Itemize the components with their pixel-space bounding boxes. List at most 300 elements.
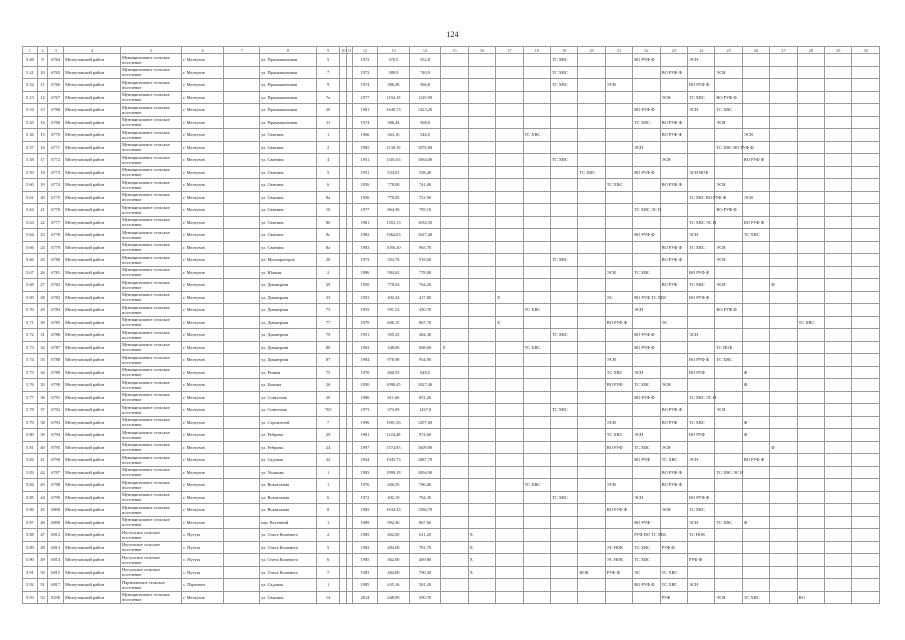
table-cell xyxy=(770,191,797,204)
table-cell xyxy=(578,54,605,67)
table-cell: 8б xyxy=(317,216,340,229)
table-cell xyxy=(468,266,495,279)
table-cell xyxy=(468,66,495,79)
table-cell xyxy=(770,479,797,492)
table-cell xyxy=(441,354,468,367)
table-cell: 42 xyxy=(37,466,48,479)
table-cell: ЭСН xyxy=(715,254,742,267)
table-cell: 41 xyxy=(37,454,48,467)
table-cell xyxy=(660,341,687,354)
table-cell: 34 xyxy=(37,366,48,379)
table-cell xyxy=(770,54,797,67)
table-cell xyxy=(441,329,468,342)
table-cell xyxy=(797,141,824,154)
table-cell: ТС ХВС xyxy=(523,304,550,317)
table-cell xyxy=(605,54,632,67)
table-cell xyxy=(441,141,468,154)
table-cell xyxy=(468,254,495,267)
table-cell: 566,8 xyxy=(409,79,441,92)
table-cell: г. Мелеузов xyxy=(182,166,224,179)
table-cell: Муниципальное сельское поселение xyxy=(121,229,182,242)
table-cell xyxy=(770,591,797,604)
table-cell xyxy=(224,404,260,417)
table-cell xyxy=(770,166,797,179)
table-cell xyxy=(770,116,797,129)
table-cell: 8 xyxy=(317,504,340,517)
table-cell: 1004,90 xyxy=(409,466,441,479)
table-cell xyxy=(224,229,260,242)
table-cell xyxy=(578,129,605,142)
table-row xyxy=(23,166,880,179)
table-cell: ТС ХВС xyxy=(550,79,577,92)
table-cell: ул. Ушакова xyxy=(260,466,317,479)
table-cell xyxy=(770,141,797,154)
table-cell xyxy=(523,529,550,542)
table-cell xyxy=(523,391,550,404)
table-cell xyxy=(550,166,577,179)
table-cell xyxy=(852,241,880,254)
table-cell: Муниципальное сельское поселение xyxy=(121,404,182,417)
table-cell: Муниципальное сельское поселение xyxy=(121,91,182,104)
table-cell: ТС ХВС xyxy=(742,229,769,242)
table-cell xyxy=(224,429,260,442)
table-cell xyxy=(742,304,769,317)
table-cell xyxy=(224,354,260,367)
table-cell xyxy=(605,191,632,204)
table-cell xyxy=(523,454,550,467)
table-cell xyxy=(797,504,824,517)
table-cell xyxy=(468,304,495,317)
table-row xyxy=(23,416,880,429)
table-cell: Мелеузовский район xyxy=(64,504,121,517)
table-cell xyxy=(441,391,468,404)
table-cell: г. Мелеузов xyxy=(182,66,224,79)
table-cell xyxy=(660,79,687,92)
table-cell xyxy=(441,104,468,117)
table-row xyxy=(23,304,880,317)
table-cell: 5 xyxy=(317,541,340,554)
table-cell: Мелеузовский район xyxy=(64,79,121,92)
table-cell xyxy=(797,91,824,104)
table-cell: г. Мелеузов xyxy=(182,266,224,279)
table-cell: 20 xyxy=(317,104,340,117)
table-cell: ЭСН xyxy=(688,104,715,117)
table-cell xyxy=(441,291,468,304)
table-cell: 450,70 xyxy=(409,304,441,317)
table-cell: 29 xyxy=(317,429,340,442)
column-number-cell: 2 xyxy=(37,47,48,54)
table-cell xyxy=(715,566,742,579)
table-cell xyxy=(523,91,550,104)
table-cell: 51 xyxy=(37,579,48,592)
table-cell: г. Мелеузов xyxy=(182,254,224,267)
table-cell xyxy=(825,229,852,242)
table-cell: ВО РУФ Ф xyxy=(688,79,715,92)
table-cell xyxy=(578,179,605,192)
table-cell xyxy=(770,466,797,479)
table-cell: 5.58 xyxy=(23,154,38,167)
table-cell: 11 xyxy=(317,116,340,129)
table-cell: 1997 xyxy=(352,441,377,454)
table-cell: ВО РУФ Ф xyxy=(633,229,660,242)
table-cell: г. Мелеузов xyxy=(182,429,224,442)
table-cell: Мелеузовский район xyxy=(64,391,121,404)
table-cell xyxy=(715,391,742,404)
table-cell: 1027,40 xyxy=(409,229,441,242)
table-cell: ВО РУФ Ф xyxy=(633,341,660,354)
column-number-cell: 28 xyxy=(797,47,824,54)
table-cell: г. Мелеузов xyxy=(182,329,224,342)
table-cell: г. Мелеузов xyxy=(182,141,224,154)
table-cell xyxy=(496,529,523,542)
table-cell: 10 xyxy=(317,204,340,217)
table-cell xyxy=(578,529,605,542)
table-cell xyxy=(468,366,495,379)
table-cell xyxy=(852,216,880,229)
table-cell xyxy=(770,329,797,342)
table-cell xyxy=(468,179,495,192)
table-cell xyxy=(605,304,632,317)
table-cell xyxy=(852,54,880,67)
table-cell: 11 xyxy=(37,79,48,92)
table-row xyxy=(23,241,880,254)
table-cell xyxy=(715,129,742,142)
table-cell xyxy=(578,441,605,454)
table-cell xyxy=(715,366,742,379)
table-cell: 1064,63 xyxy=(378,229,410,242)
table-cell: Мелеузовский район xyxy=(64,516,121,529)
table-cell xyxy=(550,129,577,142)
table-cell xyxy=(715,329,742,342)
table-cell: Мелеузовский район xyxy=(64,179,121,192)
table-cell xyxy=(523,504,550,517)
table-cell: Мелеузовский район xyxy=(64,479,121,492)
table-cell: 9 xyxy=(37,54,48,67)
table-cell: г. Мелеузов xyxy=(182,591,224,604)
table-cell xyxy=(550,516,577,529)
table-cell xyxy=(825,591,852,604)
table-cell xyxy=(550,591,577,604)
table-cell xyxy=(633,404,660,417)
table-cell xyxy=(688,304,715,317)
table-cell xyxy=(633,504,660,517)
table-cell: 6787 xyxy=(48,341,64,354)
table-cell: 13 xyxy=(37,104,48,117)
table-cell: 534,91 xyxy=(378,166,410,179)
table-cell: ТС ХВС xyxy=(578,166,605,179)
table-cell: ул. Свитина xyxy=(260,191,317,204)
table-cell xyxy=(496,479,523,492)
table-cell: 39 xyxy=(37,429,48,442)
table-cell xyxy=(224,204,260,217)
table-cell xyxy=(688,441,715,454)
table-cell xyxy=(852,454,880,467)
table-cell xyxy=(605,529,632,542)
table-cell xyxy=(224,479,260,492)
table-cell xyxy=(852,316,880,329)
table-cell: Муниципальное сельское поселение xyxy=(121,441,182,454)
table-cell: 1983 xyxy=(352,566,377,579)
table-cell: 1 xyxy=(317,516,340,529)
table-cell: 1985 xyxy=(352,141,377,154)
column-number-cell: 26 xyxy=(742,47,769,54)
table-cell xyxy=(770,554,797,567)
table-cell: Мелеузовский район xyxy=(64,204,121,217)
table-cell: Мелеузовский район xyxy=(64,379,121,392)
table-cell: ул. Промышленная xyxy=(260,54,317,67)
table-cell xyxy=(742,166,769,179)
table-cell: 519,50 xyxy=(409,254,441,267)
table-cell xyxy=(441,241,468,254)
table-cell: ВО РУФ Ф xyxy=(660,179,687,192)
table-cell: Ф xyxy=(742,416,769,429)
table-cell: ЭС xyxy=(660,316,687,329)
table-cell xyxy=(523,79,550,92)
table-cell: 1976 xyxy=(352,479,377,492)
table-cell: г. Мелеузов xyxy=(182,479,224,492)
table-cell xyxy=(715,579,742,592)
table-cell xyxy=(224,129,260,142)
table-cell: 546,0 xyxy=(409,129,441,142)
table-cell: ТС ХВС xyxy=(633,541,660,554)
table-cell xyxy=(441,66,468,79)
table-cell xyxy=(852,366,880,379)
table-cell: Мелеузовский район xyxy=(64,291,121,304)
table-cell: Муниципальное сельское поселение xyxy=(121,191,182,204)
table-cell xyxy=(770,254,797,267)
table-cell xyxy=(633,129,660,142)
table-cell: ВО РУФ Ф xyxy=(742,216,769,229)
table-cell: ТС ХВС xyxy=(715,104,742,117)
table-cell xyxy=(550,116,577,129)
table-cell xyxy=(496,504,523,517)
table-cell xyxy=(770,529,797,542)
table-cell: 6772 xyxy=(48,154,64,167)
table-cell xyxy=(825,429,852,442)
table-cell xyxy=(523,116,550,129)
table-cell xyxy=(852,129,880,142)
table-cell xyxy=(797,179,824,192)
table-cell xyxy=(496,216,523,229)
table-cell: Мелеузовский район xyxy=(64,141,121,154)
table-cell: ЭСН xyxy=(715,404,742,417)
table-cell xyxy=(797,429,824,442)
table-row xyxy=(23,91,880,104)
table-cell xyxy=(550,554,577,567)
table-cell xyxy=(742,579,769,592)
table-cell: 1586,70 xyxy=(409,504,441,517)
table-cell: 462,00 xyxy=(378,529,410,542)
table-cell: 5.76 xyxy=(23,379,38,392)
table-cell: Муниципальное сельское поселение xyxy=(121,416,182,429)
table-cell: г. Мелеузов xyxy=(182,116,224,129)
table-cell: 5.91 xyxy=(23,566,38,579)
table-cell: 606,15 xyxy=(378,316,410,329)
table-cell: ЭСН xyxy=(660,441,687,454)
column-number-cell: 3 xyxy=(48,47,64,54)
table-cell: 5.86 xyxy=(23,504,38,517)
table-cell xyxy=(660,429,687,442)
table-cell xyxy=(523,66,550,79)
table-cell: ЭСН xyxy=(660,91,687,104)
table-cell xyxy=(825,54,852,67)
table-cell xyxy=(770,204,797,217)
table-cell xyxy=(496,166,523,179)
table-row xyxy=(23,154,880,167)
table-cell: Мелеузовский район xyxy=(64,566,121,579)
table-cell: 6785 xyxy=(48,316,64,329)
table-cell xyxy=(496,579,523,592)
table-cell: 5.70 xyxy=(23,304,38,317)
table-cell: ул. Садовая xyxy=(260,579,317,592)
column-number-cell: 16 xyxy=(468,47,495,54)
table-row xyxy=(23,591,880,604)
table-cell xyxy=(715,266,742,279)
table-cell: 15 xyxy=(37,129,48,142)
table-cell xyxy=(550,266,577,279)
table-cell xyxy=(715,491,742,504)
table-cell xyxy=(633,254,660,267)
table-row xyxy=(23,529,880,542)
table-cell: г. Мелеузов xyxy=(182,379,224,392)
table-cell xyxy=(852,104,880,117)
table-cell xyxy=(797,341,824,354)
table-cell xyxy=(523,291,550,304)
table-cell: 36 xyxy=(37,391,48,404)
table-cell xyxy=(825,291,852,304)
table-cell xyxy=(852,91,880,104)
table-cell xyxy=(742,354,769,367)
table-cell xyxy=(797,479,824,492)
table-cell xyxy=(852,479,880,492)
table-cell: 363,16 xyxy=(378,129,410,142)
table-cell xyxy=(797,441,824,454)
table-cell xyxy=(605,154,632,167)
table-cell xyxy=(550,216,577,229)
table-cell: Мелеузовский район xyxy=(64,304,121,317)
table-cell: Муниципальное сельское поселение xyxy=(121,166,182,179)
table-cell: ул. Димитрова xyxy=(260,279,317,292)
table-cell xyxy=(441,204,468,217)
table-cell xyxy=(825,566,852,579)
table-cell xyxy=(224,291,260,304)
table-cell xyxy=(797,454,824,467)
table-row xyxy=(23,104,880,117)
table-row xyxy=(23,491,880,504)
table-cell: г. Мелеузов xyxy=(182,491,224,504)
table-cell xyxy=(825,391,852,404)
table-cell xyxy=(715,291,742,304)
table-cell xyxy=(660,216,687,229)
table-cell: 1951 xyxy=(352,329,377,342)
table-cell: ВО РУФ xyxy=(660,416,687,429)
table-cell xyxy=(468,354,495,367)
table-cell xyxy=(852,254,880,267)
table-cell: Муниципальное сельское поселение xyxy=(121,241,182,254)
table-cell: 786,00 xyxy=(409,479,441,492)
table-cell xyxy=(468,416,495,429)
table-cell xyxy=(468,379,495,392)
table-cell: ЭС xyxy=(605,291,632,304)
table-cell: ТС ХВС xyxy=(550,154,577,167)
table-cell xyxy=(441,379,468,392)
table-cell: ЭСН xyxy=(660,379,687,392)
table-cell: 402,34 xyxy=(378,291,410,304)
table-cell: ул. Димитрова xyxy=(260,354,317,367)
table-cell xyxy=(523,241,550,254)
table-cell: 6770 xyxy=(48,129,64,142)
table-cell: 1 xyxy=(317,579,340,592)
table-cell xyxy=(224,391,260,404)
table-cell: 5.77 xyxy=(23,391,38,404)
table-cell xyxy=(550,179,577,192)
table-cell: 1985 xyxy=(352,504,377,517)
table-cell: 5.78 xyxy=(23,404,38,417)
column-number-cell: 1 xyxy=(23,47,38,54)
table-cell xyxy=(660,554,687,567)
table-cell: 584,65 xyxy=(378,266,410,279)
table-cell xyxy=(523,141,550,154)
table-cell: 77 xyxy=(317,316,340,329)
table-row xyxy=(23,79,880,92)
table-cell xyxy=(633,591,660,604)
table-cell: 1034,50 xyxy=(409,216,441,229)
table-cell xyxy=(852,416,880,429)
table-cell: 1983 xyxy=(352,241,377,254)
table-cell: Мелеузовский район xyxy=(64,404,121,417)
table-cell: Муниципальное сельское поселение xyxy=(121,129,182,142)
table-cell: 1 xyxy=(317,466,340,479)
table-cell xyxy=(852,191,880,204)
table-cell xyxy=(605,404,632,417)
table-cell xyxy=(605,66,632,79)
table-cell xyxy=(496,229,523,242)
table-cell xyxy=(770,129,797,142)
table-cell xyxy=(496,441,523,454)
table-cell xyxy=(496,279,523,292)
table-cell: Мелеузовский район xyxy=(64,129,121,142)
table-cell: 1954 xyxy=(352,454,377,467)
table-cell: 5.66 xyxy=(23,241,38,254)
table-cell xyxy=(578,416,605,429)
table-cell: 1985 xyxy=(352,554,377,567)
table-cell: ВО xyxy=(797,591,824,604)
table-cell xyxy=(441,516,468,529)
table-cell xyxy=(825,479,852,492)
table-cell xyxy=(770,366,797,379)
table-cell: 851,20 xyxy=(409,391,441,404)
table-cell: г. Мелеузов xyxy=(182,341,224,354)
table-cell: 721,90 xyxy=(409,191,441,204)
table-cell: 5.45 xyxy=(23,116,38,129)
table-cell xyxy=(825,241,852,254)
table-cell: 2014 xyxy=(352,591,377,604)
table-row xyxy=(23,479,880,492)
table-cell: 5.79 xyxy=(23,416,38,429)
table-cell: Х xyxy=(468,529,495,542)
table-cell: 6768 xyxy=(48,104,64,117)
table-cell: Муниципальное сельское поселение xyxy=(121,429,182,442)
table-cell: 6798 xyxy=(48,479,64,492)
table-cell xyxy=(688,254,715,267)
table-cell: ТС ХВС xyxy=(605,366,632,379)
table-cell: г. Мелеузов xyxy=(182,79,224,92)
table-cell xyxy=(224,104,260,117)
table-cell: 37 xyxy=(37,404,48,417)
table-cell: ТС ХВС xyxy=(797,316,824,329)
table-cell: ЭСН xyxy=(633,491,660,504)
table-cell xyxy=(441,191,468,204)
